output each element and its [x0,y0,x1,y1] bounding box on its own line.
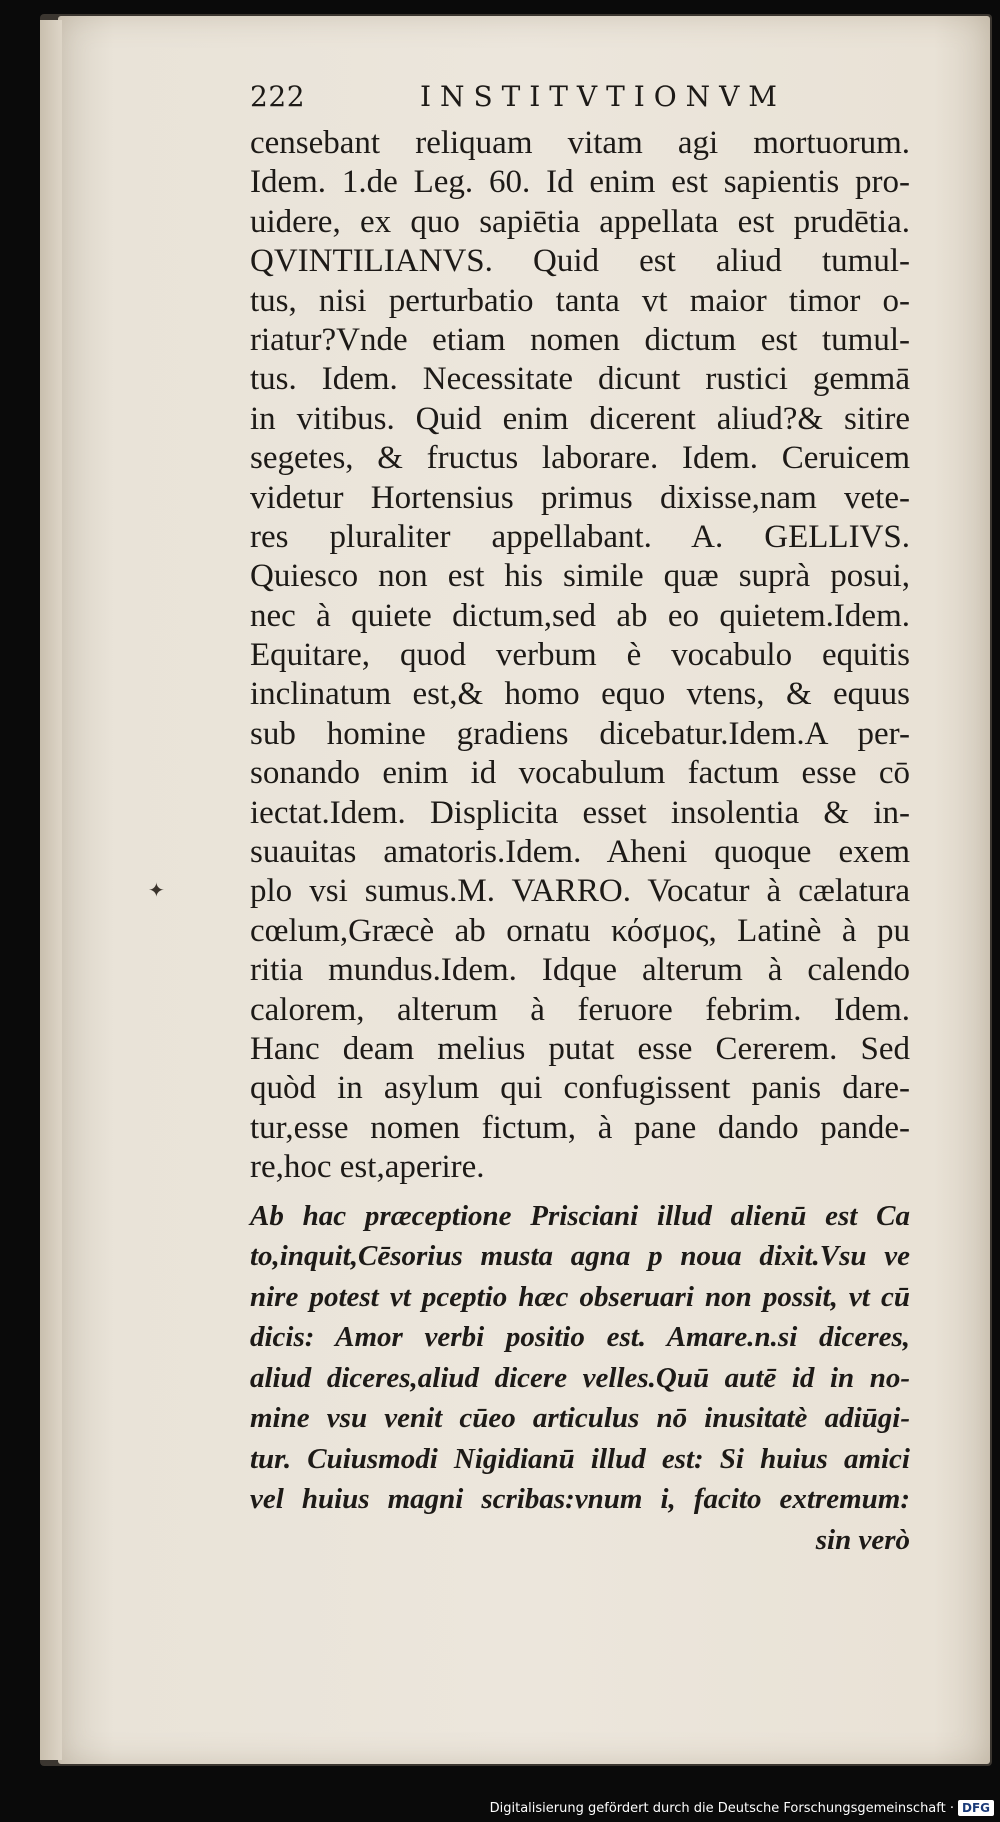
text-line: inclinatum est,& homo equo vtens, & equus [250,676,910,713]
text-line: tus. Idem. Necessitate dicunt rustici gemmā [250,361,910,398]
dfg-logo: DFG [958,1800,994,1816]
text-line: QVINTILIANVS. Quid est aliud tumul- [250,243,910,280]
footer-credit [490,1796,994,1820]
running-header [250,80,910,124]
catchword: sin verò [815,1523,910,1556]
text-line: dicis: Amor verbi positio est. Amare.n.si diceres, [250,1321,910,1354]
text-line: Quiesco non est his simile quæ suprà posui, [250,558,910,595]
text-line: uidere, ex quo sapiētia appellata est prudētia. [250,203,910,240]
text-line: res pluraliter appellabant. A. GELLIVS. [250,518,910,555]
text-line: censebant reliquam vitam agi mortuorum. [250,125,910,161]
footer-text: Digitalisierung gefördert durch die Deutsche Forschungsgemeinschaft · [489,1800,954,1816]
page-edge [40,20,62,1760]
text-line: segetes, & fructus laborare. Idem. Ceruicem [250,440,910,477]
text-line: tus, nisi perturbatio tanta vt maior timor o- [250,282,910,319]
text-line: quòd in asylum qui confugissent panis dare- [250,1070,910,1107]
page-number: 222 [250,80,306,113]
italic-body [250,1196,910,1561]
text-line: nire potest vt pceptio hæc obseruari non possit, vt cū [250,1280,910,1313]
text-line: nec à quiete dictum,sed ab eo quietem.Idem. [250,597,910,634]
roman-body [250,124,910,1188]
text-line: to,inquit,Cēsorius musta agna p noua dixit.Vsu ve [250,1240,910,1273]
text-line: vel huius magni scribas:vnum i, facito extremum: [250,1483,910,1516]
text-line: in vitibus. Quid enim dicerent aliud?& sitire [250,400,910,437]
text-line: Equitare, quod verbum è vocabulo equitis [250,637,910,674]
text-line: aliud diceres,aliud dicere velles.Quū autē id in no- [250,1361,910,1394]
text-line: sonando enim id vocabulum factum esse cō [250,755,910,792]
text-line: Hanc deam melius putat esse Cererem. Sed [250,1030,910,1067]
text-line: suauitas amatoris.Idem. Aheni quoque exem [250,834,910,871]
text-line: iectat.Idem. Displicita esset insolentia & in- [250,794,910,831]
text-line: plo vsi sumus.M. VARRO. Vocatur à cælatura [250,873,910,910]
text-line: calorem, alterum à feruore febrim. Idem. [250,991,910,1028]
text-line: sub homine gradiens dicebatur.Idem.A per- [250,715,910,752]
running-title: INSTITVTIONVM [420,80,786,113]
text-line: ritia mundus.Idem. Idque alterum à calendo [250,952,910,989]
text-block [250,80,910,1560]
text-line: videtur Hortensius primus dixisse,nam vete- [250,479,910,516]
text-line: re,hoc est,aperire. [250,1149,485,1186]
text-line: cœlum,Græcè ab ornatu κόσμος, Latinè à pu [250,912,910,949]
text-line: Idem. 1.de Leg. 60. Id enim est sapientis pro- [250,164,910,201]
text-line: riatur?Vnde etiam nomen dictum est tumul- [250,321,910,358]
margin-mark: ✦ [148,878,165,902]
text-line: tur,esse nomen fictum, à pane dando pande- [250,1109,910,1146]
text-line: mine vsu venit cūeo articulus nō inusitatè adiūgi- [250,1402,910,1435]
text-line: tur. Cuiusmodi Nigidianū illud est: Si huius amici [250,1442,910,1475]
text-line: Ab hac præceptione Prisciani illud alienū est Ca [250,1199,910,1232]
